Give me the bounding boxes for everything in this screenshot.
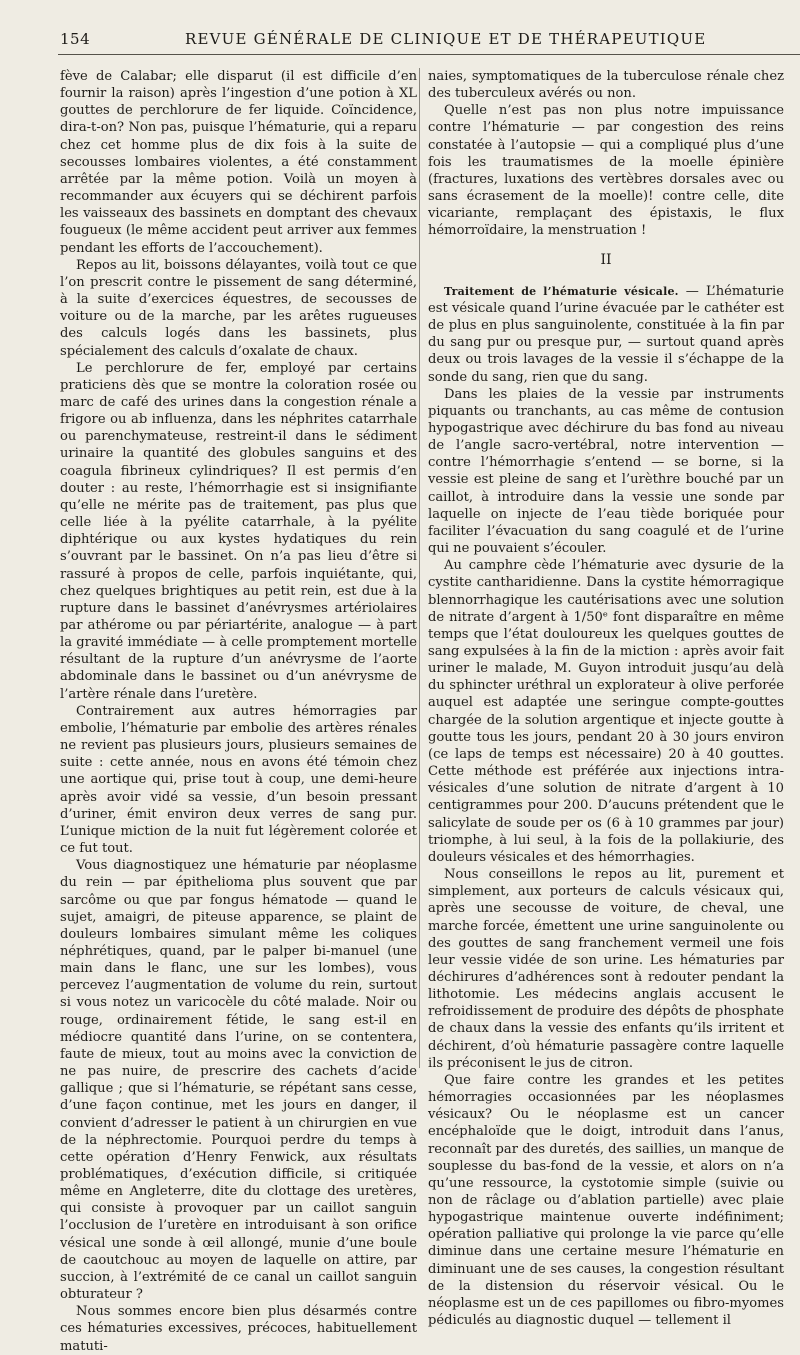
paragraph: Repos au lit, boissons délayantes, voilà tout ce que l’on prescrit contre le pissement de sang déterminé, à la suite d’exercices équestres, de secousses de voiture ou de la marche, par les arêtes rugueuses des calculs logés dans les bassinets, plus spécialement des calculs d’oxalate de chaux. — [60, 257, 417, 359]
paragraph: Au camphre cède l’hématurie avec dysurie de la cystite cantharidienne. Dans la cystite hémorragique blennorrhagique les cautérisations avec une solution de nitrate d’argent à 1/50ᵉ font disparaître en même temps que l’état douloureux les quelques gouttes de sang expulsées à la fin de la miction : après avoir fait uriner le malade, M. Guyon introduit jusqu’au delà du sphincter uréthral un explorateur à olive perforée auquel est adaptée une seringue compte-gouttes chargée de la solution argentique et injecte goutte à goutte tous les jours, pendant 20 à 30 jours environ (ce laps de temps est nécessaire) 20 à 40 gouttes. Cette méthode est préférée aux injections intra-vésicales d’une solution de nitrate d’argent à 10 centigrammes pour 200. D’aucuns prétendent que le salicylate de soude per os (6 à 10 grammes par jour) triomphe, à lui seul, à la fois de la pollakiurie, des douleurs vésicales et des hémorrhagies. — [428, 558, 784, 865]
right-column — [428, 68, 784, 1329]
running-header — [0, 0, 800, 46]
section-mark: II — [600, 251, 612, 268]
paragraph: Dans les plaies de la vessie par instruments piquants ou tranchants, au cas même de contusion hypogastrique avec déchirure du bas fond au niveau de l’angle sacro-vertébral, notre intervention — contre l’hémorrhagie s’entend — se borne, si la vessie est pleine de sang et l’urèthre bouché par un caillot, à introduire dans la vessie une sonde par laquelle on injecte de l’eau tiède boriquée pour faciliter l’évacuation du sang coagulé et de l’urine qui ne pouvaient s’écouler. — [428, 386, 784, 557]
left-column — [60, 68, 417, 1354]
paragraph: Contrairement aux autres hémorragies par embolie, l’hématurie par embolie des artères rénales ne revient pas plusieurs jours, plusieurs semaines de suite : cette année, nous en avons été témoin chez une aortique qui, prise tout à coup, une demi-heure après avoir vidé sa vessie, d’un besoin pressant d’uriner, émit environ deux verres de sang pur. L’unique miction de la nuit fut légèrement colorée et ce fut tout. — [60, 703, 417, 857]
column-separator — [419, 68, 420, 1068]
paragraph: naies, symptomatiques de la tuberculose rénale chez des tuberculeux avérés ou non. — [428, 69, 784, 102]
paragraph: Nous conseillons le repos au lit, purement et simplement, aux porteurs de calculs vésicaux qui, après une secousse de voiture, de cheval, une marche forcée, émettent une urine sanguinolente ou des gouttes de sang franchement vermeil une fois leur vessie vidée de son urine. Les hématuries par déchirures d’adhérences sont à redouter pendant la lithotomie. Les médecins anglais accusent le refroidissement de produire des dépôts de phosphate de chaux dans la vessie des enfants qu’ils irritent et déchirent, d’où hématurie passagère contre laquelle ils préconisent le jus de citron. — [428, 867, 784, 1071]
paragraph: Quelle n’est pas non plus notre impuissance contre l’hématurie — par congestion des reins constatée à l’autopsie — qui a compliqué plus d’une fois les traumatismes de la moelle épinière (fractures, luxations des vertèbres dorsales avec ou sans écrasement de la moelle)! contre celle, dite vicariante, remplaçant des épistaxis, le flux hémorroïdaire, la menstruation ! — [428, 103, 784, 239]
paragraph: Vous diagnostiquez une hématurie par néoplasme du rein — par épithelioma plus souvent que par sarcôme ou que par fongus hématode — quand le sujet, amaigri, de piteuse apparence, se plaint de douleurs lombaires simulant même les coliques néphrétiques, quand, par le palper bi-manuel (une main dans le flanc, une sur les lombes), vous percevez l’augmentation de volume du rein, surtout si vous notez un varicocèle du côté malade. Noir ou rouge, ordinairement fétide, le sang est-il en médiocre quantité dans l’urine, on se contentera, faute de mieux, tout au moins avec la conviction de ne pas nuire, de prescrire des cachets d’acide gallique ; que si l’hématurie, se répétant sans cesse, d’une façon continue, met les jours en danger, il convient d’adresser le patient à un chirurgien en vue de la néphrectomie. Pourquoi perdre du temps à cette opération d’Henry Fenwick, aux résultats problématiques, d’exécution difficile, si critiquée même en Angleterre, dite du clottage des uretères, qui consiste à provoquer par un caillot sanguin l’occlusion de l’uretère en introduisant à son orifice vésical une sonde à œil allongé, munie d’une boule de caoutchouc au moyen de laquelle on attire, par succion, à l’extrémité de ce canal un caillot sanguin obturateur ? — [60, 858, 417, 1303]
section-lead-paragraph — [428, 283, 784, 386]
paragraph: fève de Calabar; elle disparut (il est difficile d’en fournir la raison) après l’ingestion d’une potion à XL gouttes de perchlorure de fer liquide. Coïncidence, dira-t-on? Non pas, puisque l’hématurie, qui a reparu chez cet homme plus de dix fois à la suite de secousses lombaires violentes, a été constamment arrêtée par la même potion. Voilà un moyen à recommander aux écuyers qui se déchirent parfois les vaisseaux des bassinets en domptant des chevaux fougueux (le même accident peut arriver aux femmes pendant les efforts de l’accouchement). — [60, 69, 417, 256]
paragraph: Le perchlorure de fer, employé par certains praticiens dès que se montre la coloration rosée ou marc de café des urines dans la congestion rénale a frigore ou ab influenza, dans les néphrites catarrhale ou parenchymateuse, restreint-il dans le sédiment urinaire la quantité des globules sanguins et des coagula fibrineux cylindriques? Il est permis d’en douter : au reste, l’hémorrhagie est si insignifiante qu’elle ne mérite pas de traitement, pas plus que celle liée à la pyélite catarrhale, à la pyélite diphtérique ou aux kystes hydatiques du rein s’ouvrant par le bassinet. On n’a pas lieu d’être si rassuré à propos de celle, parfois inquiétante, qui, chez quelques brightiques au petit rein, est due à la rupture dans le bassinet d’anévrysmes artériolaires par athérome ou par périartérite, analogue — à part la gravité immédiate — à celle promptement mortelle résultant de la rupture d’un anévrysme de l’aorte abdominale dans le bassinet ou d’un anévrysme de l’artère rénale dans l’uretère. — [60, 360, 417, 702]
section-lead-text: — L’hématurie est vésicale quand l’urine évacuée par le cathéter est de plus en plus sanguinolente, constituée à la fin par du sang pur ou presque pur, — surtout quand après deux ou trois lavages de la vessie il s’échappe de la sonde du sang, rien que du sang. — [428, 283, 784, 385]
header-rule — [58, 54, 800, 55]
section-heading: Traitement de l’hématurie vésicale. — [444, 284, 679, 298]
paragraph: Que faire contre les grandes et les petites hémorragies occasionnées par les néoplasmes vésicaux? Ou le néoplasme est un cancer encéphaloïde que le doigt, introduit dans l’anus, reconnaît par des duretés, des saillies, un manque de souplesse du bas-fond de la vessie, et alors on n’a qu’une ressource, la cystotomie simple (suivie ou non de râclage ou d’ablation partielle) avec plaie hypogastrique maintenue ouverte indéfiniment; opération palliative qui prolonge la vie parce qu’elle diminue dans une certaine mesure l’hématurie en diminuant une de ses causes, la congestion résultant de la distension du réservoir vésical. Ou le néoplasme est un de ces papillomes ou fibro-myomes pédiculés au diagnostic duquel — tellement il — [428, 1072, 784, 1329]
paragraph: Nous sommes encore bien plus désarmés contre ces hématuries excessives, précoces, habituellement matuti- — [60, 1304, 417, 1354]
page-number: 154 — [60, 30, 91, 48]
running-title: REVUE GÉNÉRALE DE CLINIQUE ET DE THÉRAPEUTIQUE — [185, 30, 707, 48]
